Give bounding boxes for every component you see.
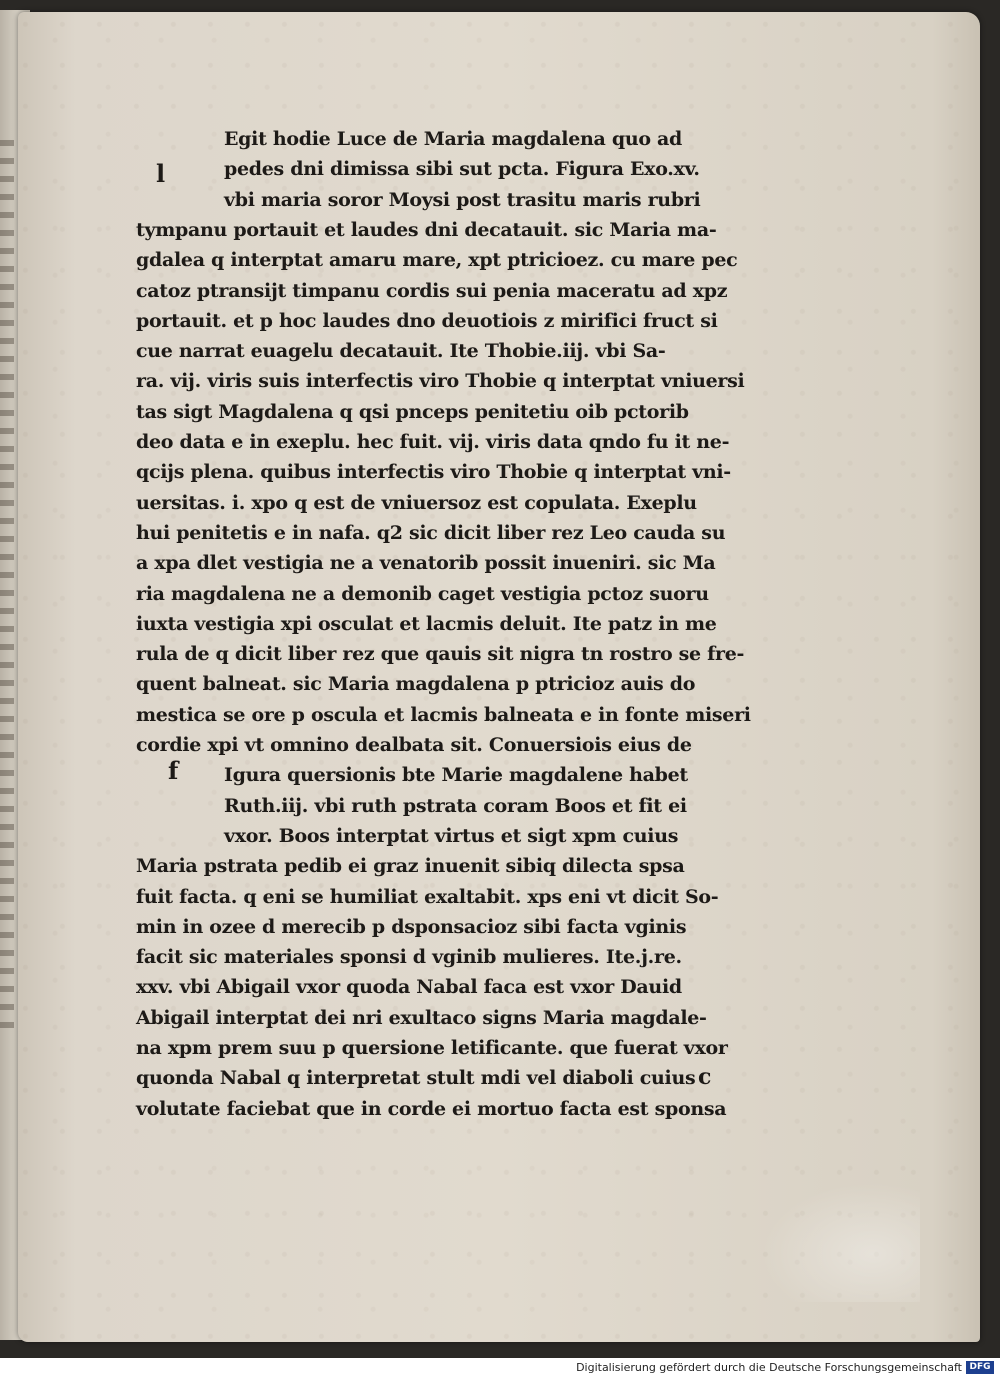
text-line: volutate faciebat que in corde ei mortuo facta est sponsa [136,1097,727,1120]
text-line: cue narrat euagelu decatauit. Ite Thobie.iij. vbi Sa- [136,340,666,363]
footer-bar [0,1358,1000,1378]
text-line: na xpm prem suu p quersione letificante. que fuerat vxor [136,1037,728,1059]
text-line: fuit facta. q eni se humiliat exaltabit. xps eni vt dicit So- [136,885,719,908]
book-page [18,12,980,1342]
text-line: quonda Nabal q interpretat stult mdi vel diaboli cuius [136,1067,696,1090]
text-line: uersitas. i. xpo q est de vniuersoz est copulata. Exeplu [136,491,697,514]
previous-page-text-edge [0,140,14,1040]
text-line: Abigail interptat dei nri exultaco signs Maria magdale- [136,1006,707,1029]
text-line: hui penitetis e in nafa. q2 sic dicit liber rez Leo cauda su [136,521,726,544]
text-line: deo data e in exeplu. hec fuit. vij. viris data qndo fu it ne- [136,431,730,453]
text-line: rula de q dicit liber rez que qauis sit nigra tn rostro se fre- [136,643,745,666]
text-line: tympanu portauit et laudes dni decatauit. sic Maria ma- [136,218,717,241]
text-line: Igura quersionis bte Marie magdalene habet [224,764,688,787]
text-line: pedes dni dimissa sibi sut pcta. Figura Exo.xv. [224,158,700,181]
text-line: vxor. Boos interptat virtus et sigt xpm cuius [224,824,679,847]
text-line: tas sigt Magdalena q qsi pnceps penitetiu oib pctorib [136,400,689,423]
text-line: xxv. vbi Abigail vxor quoda Nabal faca est vxor Dauid [136,976,682,999]
text-line: vbi maria soror Moysi post trasitu maris rubri [224,188,701,211]
text-line: gdalea q interptat amaru mare, xpt ptricioez. cu mare pec [136,249,738,272]
funding-credit: Digitalisierung gefördert durch die Deutsche Forschungsgemeinschaft [576,1361,962,1374]
initial-guide-letter: f [168,756,179,785]
text-line: mestica se ore p oscula et lacmis balneata e in fonte miseri [136,703,751,726]
text-line: catoz ptransijt timpanu cordis sui penia maceratu ad xpz [136,279,728,302]
text-line: qcijs plena. quibus interfectis viro Thobie q interptat vni- [136,461,731,484]
text-line: Ruth.iij. vbi ruth pstrata coram Boos et fit ei [224,794,687,817]
text-line: iuxta vestigia xpi osculat et lacmis deluit. Ite patz in me [136,612,717,635]
text-line: ria magdalena ne a demonib caget vestigia pctoz suoru [136,582,709,605]
text-line: Maria pstrata pedib ei graz inuenit sibiq dilecta spsa [136,855,685,878]
dfg-logo: DFG [966,1361,994,1374]
text-line: cordie xpi vt omnino dealbata sit. Conuersiois eius de [136,734,692,756]
text-line: facit sic materiales sponsi d vginib mulieres. Ite.j.re. [136,946,682,969]
initial-guide-letter: l [156,159,166,188]
text-line: quent balneat. sic Maria magdalena p ptricioz auis do [136,673,696,696]
text-line: min in ozee d merecib p dsponsacioz sibi facta vginis [136,915,687,938]
text-line: portauit. et p hoc laudes dno deuotiois z mirifici fruct si [136,309,718,332]
worn-corner [760,1182,920,1302]
signature-mark: c [698,1064,712,1090]
text-line: Egit hodie Luce de Maria magdalena quo ad [224,128,683,150]
text-line: ra. vij. viris suis interfectis viro Thobie q interptat vniuersi [136,370,745,393]
text-line: a xpa dlet vestigia ne a venatorib possit inueniri. sic Ma [136,552,716,575]
